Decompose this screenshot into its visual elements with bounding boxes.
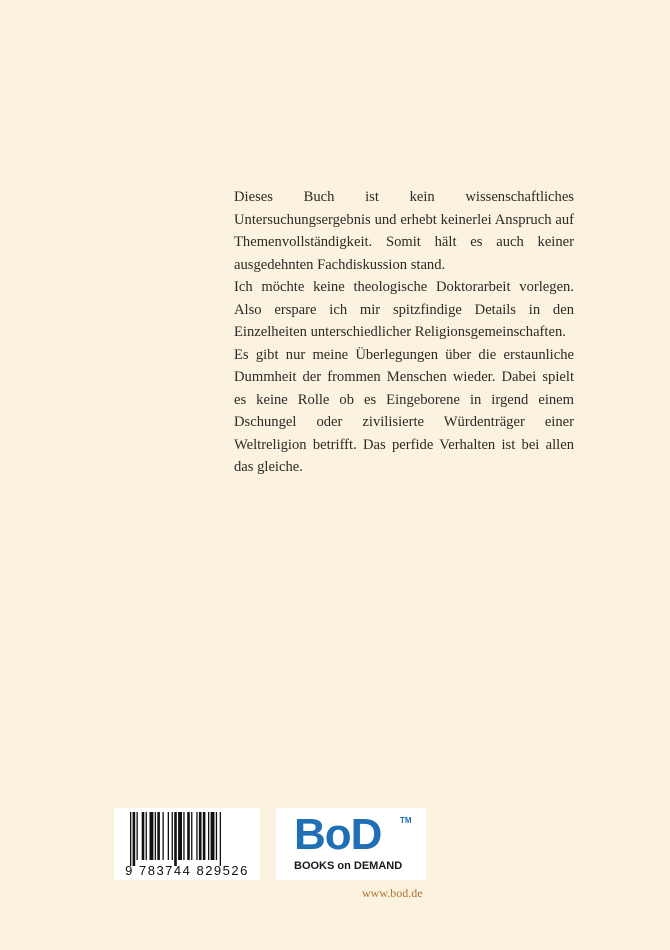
publisher-tagline: BOOKS on DEMAND: [294, 860, 403, 872]
blurb-paragraph-1: Dieses Buch ist kein wissenschaftliches Untersuchungsergebnis und erhebt keinerlei Anspruch auf Themenvollständigkeit. Somit hält es auch keiner ausgedehnten Fachdiskussion stand.: [234, 189, 574, 273]
back-cover-blurb: [234, 186, 574, 479]
publisher-logo: [276, 808, 426, 880]
publisher-url: www.bod.de: [362, 886, 423, 900]
blurb-paragraph-3: Es gibt nur meine Überlegungen über die erstaunliche Dummheit der frommen Menschen wieder. Dabei spielt es keine Rolle ob es Eingeborene in irgend einem Dschungel oder zivilisierte Würdenträger einer Weltreligion betrifft. Das perfide Verhalten ist bei allen das gleiche.: [234, 346, 574, 475]
isbn-number: 9 783744 829526: [125, 863, 249, 878]
isbn-barcode: [114, 808, 260, 880]
blurb-paragraph-2: Ich möchte keine theologische Doktorarbeit vorlegen. Also erspare ich mir spitzfindige Details in den Einzelheiten unterschiedlicher Religionsgemeinschaften.: [234, 279, 574, 340]
trademark-mark: TM: [400, 816, 412, 825]
bod-logo-text: BoD: [294, 810, 382, 859]
